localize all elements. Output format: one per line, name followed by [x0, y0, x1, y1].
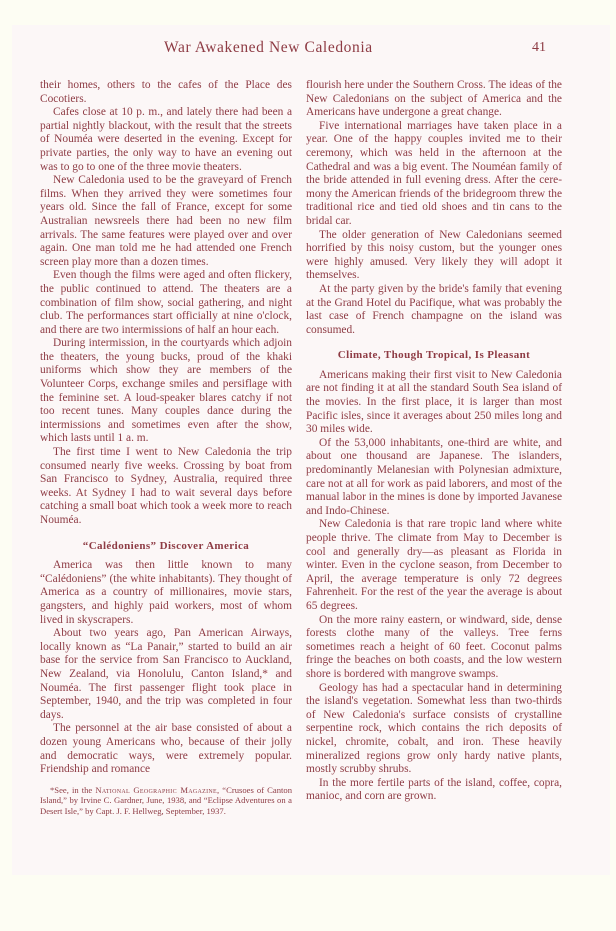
- page-header: [12, 25, 610, 69]
- paragraph: In the more fertile parts of the island, coffee, copra, manioc, and corn are grown.: [306, 776, 562, 803]
- paragraph: The personnel at the air base consisted of about a dozen young Americans who, because of their jolly and democratic ways, were extremely popular. Friendship and romance: [40, 722, 292, 776]
- left-column: [40, 79, 292, 816]
- paragraph: Cafes close at 10 p. m., and lately there had been a partial nightly blackout, with the result that the streets of Nouméa were deserted in the evening. Except for private parties, the only way to have an evening out was to go to one of the three movie theaters.: [40, 106, 292, 173]
- paragraph: flourish here under the Southern Cross. The ideas of the New Caledonians on the subject of America and the Americans have undergone a great change.: [306, 79, 562, 119]
- footnote-magazine: National Geographic Magazine: [95, 784, 218, 795]
- paragraph: On the more rainy eastern, or windward, side, dense forests clothe many of the valleys. Tree ferns sometimes reach a height of 60 feet. Coconut palms fringe the beaches on both coasts, and the low western shore is bordered with mangrove swamps.: [306, 613, 562, 680]
- paragraph: The older generation of New Caledonians seemed horrified by this noisy custom, but the younger ones were highly amused. Very likely they will adopt it themselves.: [306, 228, 562, 282]
- section-heading: Climate, Though Tropical, Is Pleasant: [337, 349, 531, 362]
- paragraph: Even though the films were aged and often flickery, the public continued to attend. The theaters are a combination of film show, social gathering, and night club. The performances start officially at nine o'clock, and there are two intermissions of half an hour each.: [40, 269, 292, 336]
- page-number: 41: [532, 40, 546, 55]
- right-column: [306, 79, 562, 804]
- paragraph: During intermission, in the courtyards which adjoin the theaters, the young bucks, proud of the khaki uniforms which show they are members of the Volunteer Corps, exchange smiles and persiflage with the feminine set. A loud-speaker blares catchy if not too recent tunes. Many couples dance during the intermissions and sometimes even after the show, which lasts until 1 a. m.: [40, 337, 292, 445]
- paragraph: The first time I went to New Caledonia the trip consumed nearly five weeks. Crossing by boat from San Francisco to Sydney, Australia, required three weeks. At Sydney I had to wait several days before catching a small boat which took a week more to reach Nouméa.: [40, 446, 292, 526]
- paragraph: About two years ago, Pan American Airways, locally known as “La Panair,” started to build an air base for the service from San Francisco to Auckland, New Zealand, via Honolulu, Canton Island,* and Nouméa. The first passenger flight took place in September, 1940, and the trip was completed in four days.: [40, 627, 292, 721]
- paragraph: Geology has had a spectacular hand in determining the island's vegetation. Somewhat less than two-thirds of New Caledonia's surface consists of crystalline serpentine rock, which contains the rich deposits of nickel, chromite, cobalt, and iron. These heavily mineralized regions grow only hardy native plants, mostly scrubby shrubs.: [306, 681, 562, 776]
- paragraph: New Caledonia used to be the graveyard of French films. When they arrived they were sometimes four years old. Since the fall of France, except for some Australian newsreels there had been no new film arrivals. The same features were played over and over again. One man told me he had attended one French screen play more than a dozen times.: [40, 174, 292, 268]
- footnote-lead: *See, in the: [50, 784, 96, 795]
- paragraph: America was then little known to many “Calédoniens” (the white inhabitants). They thought of America as a country of millionaires, movie stars, gangsters, and highly paid workers, most of whom lived in skyscrapers.: [40, 559, 292, 626]
- paragraph: Of the 53,000 inhabitants, one-third are white, and about one thousand are Japanese. The islanders, predominantly Melanesian with Polynesian admixture, care not at all for work as paid laborers, and most of the manual labor in the mines is done by imported Javanese and Indo-Chinese.: [306, 436, 562, 517]
- section-heading: “Calédoniens” Discover America: [82, 539, 250, 552]
- paragraph: their homes, others to the cafes of the Place des Cocotiers.: [40, 79, 292, 105]
- running-title: War Awakened New Caledonia: [164, 39, 373, 56]
- footnote: [40, 785, 292, 817]
- paragraph: Five international marriages have taken place in a year. One of the happy couples invited me to their ceremony, which was held in the afternoon at the Cathedral and was a big event. The Nouméan family of the bride attended in full evening dress. After the ceremony the American friends of the bridegroom threw the traditional rice and tied old shoes and tin cans to the bridal car.: [306, 119, 562, 227]
- paragraph: Americans making their first visit to New Caledonia are not finding it at all the standard South Sea island of the movies. In the first place, it is larger than most Pacific isles, since it averages about 250 miles long and 30 miles wide.: [306, 368, 562, 436]
- footnote-rest: , “Crusoes of Canton Island,” by Irvine C. Gardner, June, 1938, and “Eclipse Adventures on a Desert Isle,” by Capt. J. F. Hellweg, September, 1937.: [40, 784, 292, 816]
- book-page: [12, 25, 610, 875]
- paragraph: New Caledonia is that rare tropic land where white people thrive. The climate from May to December is cool and generally dry—as pleasant as Florida in winter. Even in the cyclone season, from December to April, the average temperature is only 72 degrees Fahrenheit. For the rest of the year the average is about 65 degrees.: [306, 518, 562, 612]
- paragraph: At the party given by the bride's family that evening at the Grand Hotel du Pacifique, what was probably the last case of French champagne on the island was consumed.: [306, 282, 562, 336]
